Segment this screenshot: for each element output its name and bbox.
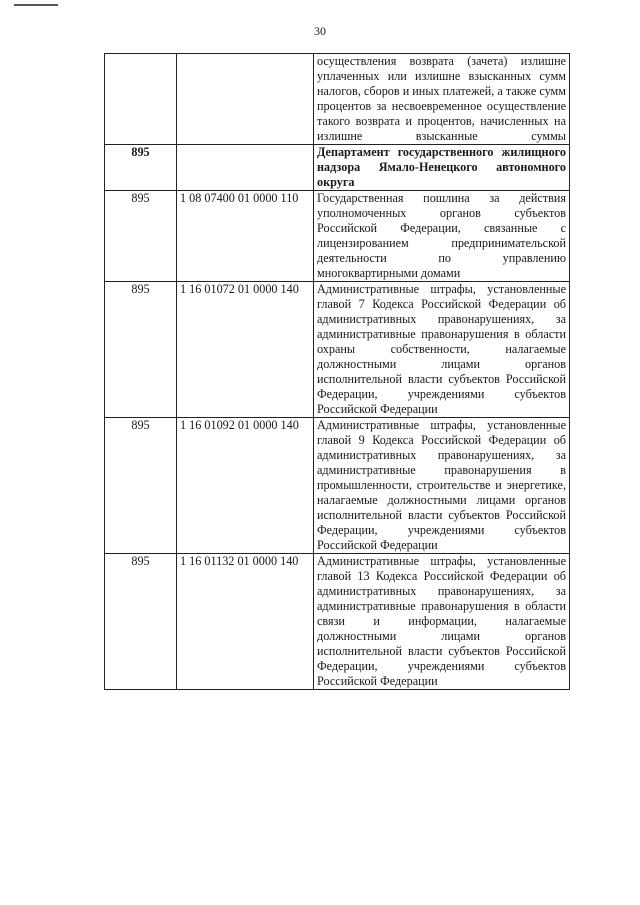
- table-row: [105, 554, 570, 690]
- budget-code-cell: 1 08 07400 01 0000 110: [177, 191, 314, 282]
- admin-code-cell: [105, 54, 177, 145]
- revenue-codes-table: [104, 53, 570, 690]
- budget-code-cell: 1 16 01072 01 0000 140: [177, 282, 314, 418]
- page-edge-mark: [14, 4, 58, 6]
- description-cell: осуществления возврата (зачета) излишне уплаченных или излишне взысканных сумм налогов, сборов и иных платежей, а также сумм процентов за несвоевременное осуществление такого возврата и процентов, начисленных на излишне взысканные суммы: [314, 54, 570, 145]
- description-cell: Административные штрафы, установленные главой 13 Кодекса Российской Федерации об административных правонарушениях, за административные правонарушения в области связи и информации, налагаемые должностными лицами органов исполнительной власти субъектов Российской Федерации, учреждениями субъектов Российской Федерации: [314, 554, 570, 690]
- description-cell: Административные штрафы, установленные главой 7 Кодекса Российской Федерации об административных правонарушениях, за административные правонарушения в области охраны собственности, налагаемые должностными лицами органов исполнительной власти субъектов Российской Федерации, учреждениями субъектов Российской Федерации: [314, 282, 570, 418]
- page-number: 30: [314, 24, 326, 38]
- budget-code-cell: [177, 54, 314, 145]
- budget-code-cell: [177, 145, 314, 191]
- admin-code-cell: 895: [105, 418, 177, 554]
- description-cell: Государственная пошлина за действия уполномоченных органов субъектов Российской Федерации, связанные с лицензированием предпринимательской деятельности по управлению многоквартирными домами: [314, 191, 570, 282]
- table-row: [105, 191, 570, 282]
- table-row: [105, 54, 570, 145]
- department-name-cell: Департамент государственного жилищного надзора Ямало-Ненецкого автономного округа: [314, 145, 570, 191]
- admin-code-cell: 895: [105, 282, 177, 418]
- table-row: [105, 282, 570, 418]
- budget-code-cell: 1 16 01092 01 0000 140: [177, 418, 314, 554]
- admin-code-cell: 895: [105, 554, 177, 690]
- budget-code-cell: 1 16 01132 01 0000 140: [177, 554, 314, 690]
- description-cell: Административные штрафы, установленные главой 9 Кодекса Российской Федерации об административных правонарушениях, за административные правонарушения в промышленности, строительстве и энергетике, налагаемые должностными лицами органов исполнительной власти субъектов Российской Федерации, учреждениями субъектов Российской Федерации: [314, 418, 570, 554]
- admin-code-cell: 895: [105, 145, 177, 191]
- table-row: [105, 418, 570, 554]
- admin-code-cell: 895: [105, 191, 177, 282]
- table-row-department-header: [105, 145, 570, 191]
